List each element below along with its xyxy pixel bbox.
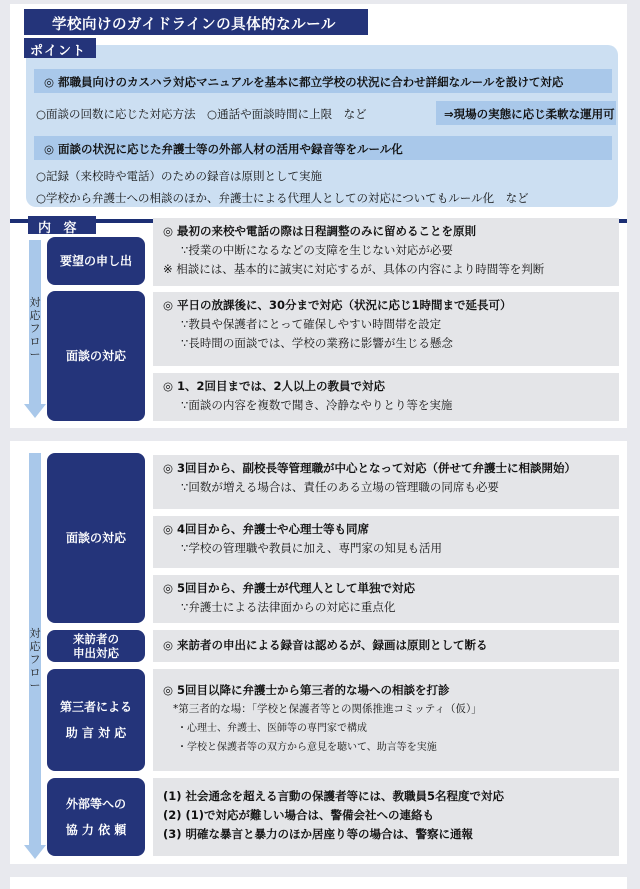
detail-text: (1) 社会通念を超える言動の保護者等には、教職員5名程度で対応 [163,789,505,803]
request-detail [153,218,619,286]
detail-text: ◎ 5回目以降に弁護士から第三者的な場への相談を打診 [163,683,450,697]
point-action-1: ⇒現場の実態に応じ柔軟な運用可 [436,101,616,125]
box-label: 外部等への [65,796,126,811]
flow-label: 対応フロー [29,627,41,692]
detail-text: (3) 明確な暴言と暴力のほか居座り等の場合は、警察に通報 [163,827,474,841]
detail-text: ・心理士、弁護士、医師等の専門家で構成 [177,723,367,734]
request-box: 要望の申し出 [47,237,145,285]
detail-text: ◎ 3回目から、副校長等管理職が中心となって対応（併せて弁護士に相談開始） [163,461,577,475]
external-detail [153,778,619,856]
detail-text: ※ 相談には、基本的に誠実に対応するが、具体の内容により時間等を判断 [163,262,545,276]
next-panel-edge [10,877,627,889]
box-label: 助 言 対 応 [65,726,127,740]
meeting-detail-2 [153,373,619,421]
detail-text: ∵回数が増える場合は、責任のある立場の管理職の同席も必要 [181,480,499,494]
guideline-panel-top [10,4,627,428]
contents-label: 内 容 [28,216,96,234]
point-label: ポイント [24,38,96,58]
detail-text: ◎ 平日の放課後に、30分まで対応（状況に応じ1時間まで延長可） [163,298,512,312]
meeting-detail-1 [153,292,619,366]
guideline-panel-bottom [10,441,627,864]
box-label: 協 力 依 頼 [65,823,127,837]
detail-text: ◎ 来訪者の申出による録音は認めるが、録画は原則として断る [163,638,488,652]
detail-text: ∵授業の中断になるなどの支障を生じない対応が必要 [181,243,453,257]
detail-text: ∵長時間の面談では、学校の業務に影響が生じる懸念 [181,336,453,350]
meeting-box: 面談の対応 [47,453,145,623]
meeting-box: 面談の対応 [47,291,145,421]
box-label: 第三者による [59,699,132,714]
third-party-box [47,669,145,771]
visitor-detail [153,630,619,662]
detail-text: ∵面談の内容を複数で聞き、冷静なやりとり等を実施 [181,398,453,412]
detail-text: *第三者的な場：「学校と保護者等との関係推進コミッティ（仮）」 [173,703,482,715]
point-line-3: ○学校から弁護士への相談のほか、弁護士による代理人としての対応についてもルール化 など [36,191,529,205]
detail-text: ◎ 5回目から、弁護士が代理人として単独で対応 [163,581,416,595]
detail-text: ∵教員や保護者にとって確保しやすい時間帯を設定 [181,317,442,331]
point-line-2: ○記録（来校時や電話）のための録音は原則として実施 [36,169,323,183]
third-party-detail [153,669,619,771]
meeting-detail-4 [153,516,619,568]
detail-text: ∵弁護士による法律面からの対応に重点化 [181,600,396,614]
detail-text: ◎ 4回目から、弁護士や心理士等も同席 [163,522,370,536]
detail-text: ◎ 最初の来校や電話の際は日程調整のみに留めることを原則 [163,224,477,238]
point-line-1: ○面談の回数に応じた対応方法 ○通話や面談時間に上限 など [36,107,367,121]
external-box [47,778,145,856]
point-highlight-1: ◎ 都職員向けのカスハラ対応マニュアルを基本に都立学校の状況に合わせ詳細なルールを設けて対応 [34,69,612,93]
detail-text: ・学校と保護者等の双方から意見を聴いて、助言等を実施 [177,742,437,753]
detail-text: ◎ 1、2回目までは、2人以上の教員で対応 [163,379,386,393]
detail-text: (2) (1)で対応が難しい場合は、警備会社への連絡も [163,808,435,822]
detail-text: ∵学校の管理職や教員に加え、専門家の知見も活用 [181,541,443,555]
meeting-detail-5 [153,575,619,623]
page-title: 学校向けのガイドラインの具体的なルール [24,9,368,35]
visitor-box: 来訪者の 申出対応 [47,630,145,662]
meeting-detail-3 [153,455,619,509]
point-highlight-2: ◎ 面談の状況に応じた弁護士等の外部人材の活用や録音等をルール化 [34,136,612,160]
flow-label: 対応フロー [29,296,41,361]
